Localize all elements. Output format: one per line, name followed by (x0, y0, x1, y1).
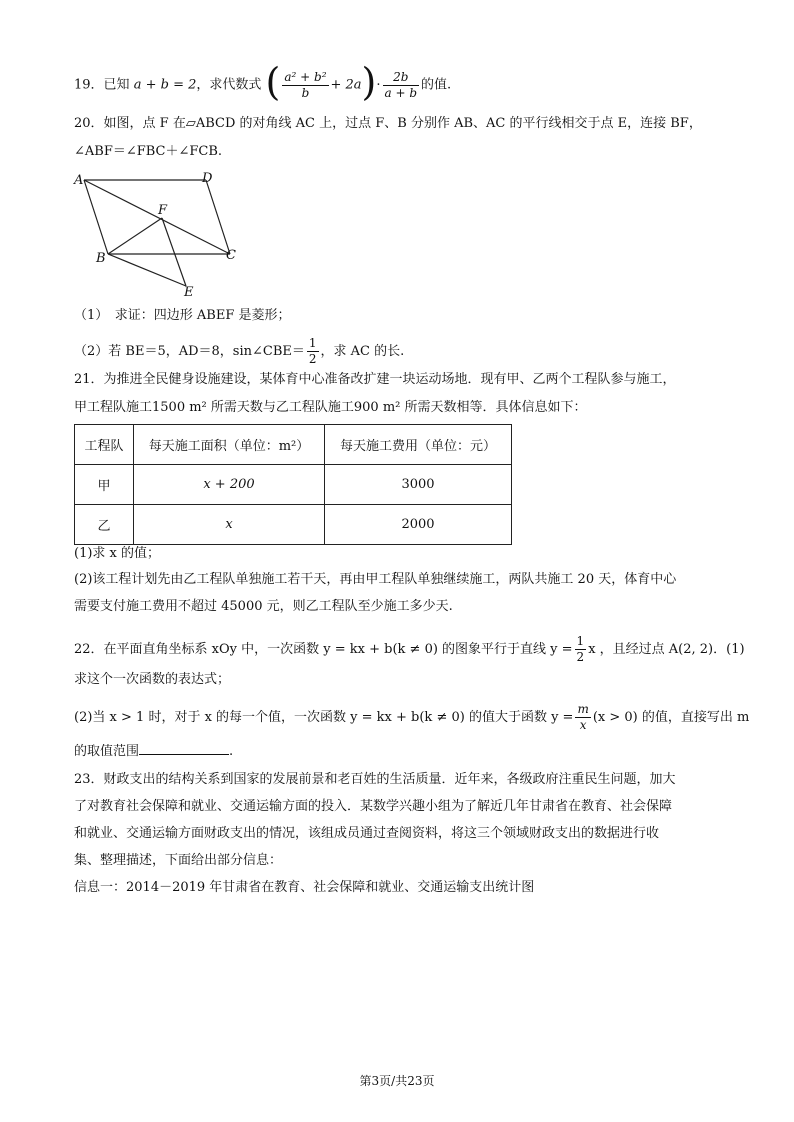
q22-part2-line2 (74, 740, 233, 762)
right-paren: ) (361, 60, 377, 104)
q19-frac2-num: 2b (383, 70, 420, 86)
q22-answer-prompt: 的取值范围 (74, 744, 140, 759)
info-table (74, 424, 512, 545)
q22-answer-period: . (229, 744, 234, 759)
q20-line1: 20．如图，点 F 在▱ABCD 的对角线 AC 上，过点 F、B 分别作 AB、AC 的平行线相交于点 E，连接 BF， (74, 116, 702, 131)
table-header-cell: 每天施工费用（单位：元） (325, 425, 512, 465)
q22-line1 (74, 634, 745, 665)
table-header-cell: 工程队 (75, 425, 134, 465)
edge-dc (206, 180, 230, 254)
q22-line1-frac (575, 634, 587, 665)
edge-ab (84, 180, 108, 254)
q19-line: 19．已知 a + b = 2，求代数式 ( $\frac{\text{a² + b²}}{b}$ + 2a)· $\frac{2b}{a + b}$ 的值. (74, 60, 452, 104)
table-header-cell: 每天施工面积（单位：m²） (134, 425, 325, 465)
table-row (75, 465, 512, 505)
q19-plus: + 2a (330, 77, 362, 93)
q20-part2 (74, 336, 404, 367)
q23-line3: 和就业、交通运输方面财政支出的情况，该组成员通过查阅资料，将这三个领域财政支出的数据进行收 (74, 826, 660, 841)
table-header-row (75, 425, 512, 465)
q20-part2-den: 2 (308, 352, 317, 366)
segment-fe (162, 218, 186, 286)
label-c: C (226, 248, 236, 263)
q19-number: 19． (74, 77, 104, 93)
q23-line5: 信息一：2014－2019 年甘肃省在教育、社会保障和就业、交通运输支出统计图 (74, 880, 535, 895)
diagonal-ac (84, 180, 230, 254)
q23-line1: 23．财政支出的结构关系到国家的发展前景和老百姓的生活质量．近年来，各级政府注重民生问题，加大 (74, 772, 676, 787)
q20-part2-post: ，求 AC 的长. (320, 344, 405, 359)
left-paren: ( (265, 60, 281, 104)
q19-ask: ，求代数式 (196, 77, 262, 93)
table-cell: 2000 (325, 505, 512, 545)
q22-part2-den: x (579, 718, 587, 732)
q20-part1: （1） 求证：四边形 ABEF 是菱形； (74, 308, 291, 323)
q20-line2: ∠ABF＝∠FBC＋∠FCB. (74, 144, 223, 159)
table-cell: 乙 (75, 505, 134, 545)
q21-part2-line1: (2)该工程计划先由乙工程队单独施工若干天，再由甲工程队单独继续施工，两队共施工 20 天，体育中心 (74, 572, 677, 587)
q22-line2: 求这个一次函数的表达式； (74, 672, 231, 687)
table-cell: x + 200 (134, 465, 325, 505)
q22-line1-pre: 22．在平面直角坐标系 xOy 中，一次函数 y = kx + b(k ≠ 0) 的图象平行于直线 y = (74, 642, 573, 657)
q22-line1-post: x ，且经过点 A(2, 2)．(1) (588, 642, 745, 657)
parallelogram-figure (72, 168, 252, 298)
q19-tail: 的值. (421, 77, 452, 93)
q22-line1-num: 1 (576, 634, 585, 648)
label-b: B (96, 251, 106, 266)
q22-part2-num: m (577, 702, 589, 716)
q19-frac1-den: b (301, 85, 310, 100)
q19-frac2 (383, 70, 420, 101)
label-a: A (74, 173, 84, 188)
table-row (75, 505, 512, 545)
q21-line1: 21．为推进全民健身设施建设，某体育中心准备改扩建一块运动场地．现有甲、乙两个工程队参与施工， (74, 372, 676, 387)
q21-part2-line2: 需要支付施工费用不超过 45000 元，则乙工程队至少施工多少天. (74, 599, 453, 614)
q22-line1-den: 2 (576, 650, 585, 664)
q22-part2 (74, 702, 749, 733)
label-f: F (158, 203, 168, 218)
q19-frac1 (282, 70, 328, 101)
q19-frac2-den: a + b (384, 85, 418, 100)
answer-blank[interactable] (139, 740, 229, 755)
q21-line2: 甲工程队施工1500 m² 所需天数与乙工程队施工900 m² 所需天数相等．具体信息如下： (74, 400, 587, 415)
q22-part2-pre: (2)当 x > 1 时，对于 x 的每一个值，一次函数 y = kx + b(k ≠ 0) 的值大于函数 y = (74, 710, 574, 725)
table-cell: 甲 (75, 465, 134, 505)
q23-line4: 集、整理描述，下面给出部分信息： (74, 853, 283, 868)
q21-part1: (1)求 x 的值； (74, 546, 161, 561)
segment-be (108, 254, 186, 286)
q20-part2-pre: （2）若 BE＝5，AD＝8，sin∠CBE＝ (74, 344, 305, 359)
label-e: E (184, 285, 194, 298)
q20-part2-num: 1 (308, 336, 317, 350)
table-cell: x (134, 505, 325, 545)
page-footer: 第3页/共23页 (359, 1074, 435, 1088)
table-cell: 3000 (325, 465, 512, 505)
q20-part2-frac (307, 336, 319, 367)
q19-frac1-num: a² + b² (284, 69, 327, 84)
label-d: D (202, 171, 213, 186)
q22-part2-post: (x > 0) 的值，直接写出 m (592, 710, 750, 725)
q19-given: 已知 (103, 77, 130, 93)
q22-part2-frac (575, 702, 590, 733)
q19-condition: a + b = 2 (133, 77, 197, 93)
q23-line2: 了对教育社会保障和就业、交通运输方面的投入．某数学兴趣小组为了解近几年甘肃省在教育、社会保障 (74, 799, 673, 814)
segment-bf (108, 218, 162, 254)
